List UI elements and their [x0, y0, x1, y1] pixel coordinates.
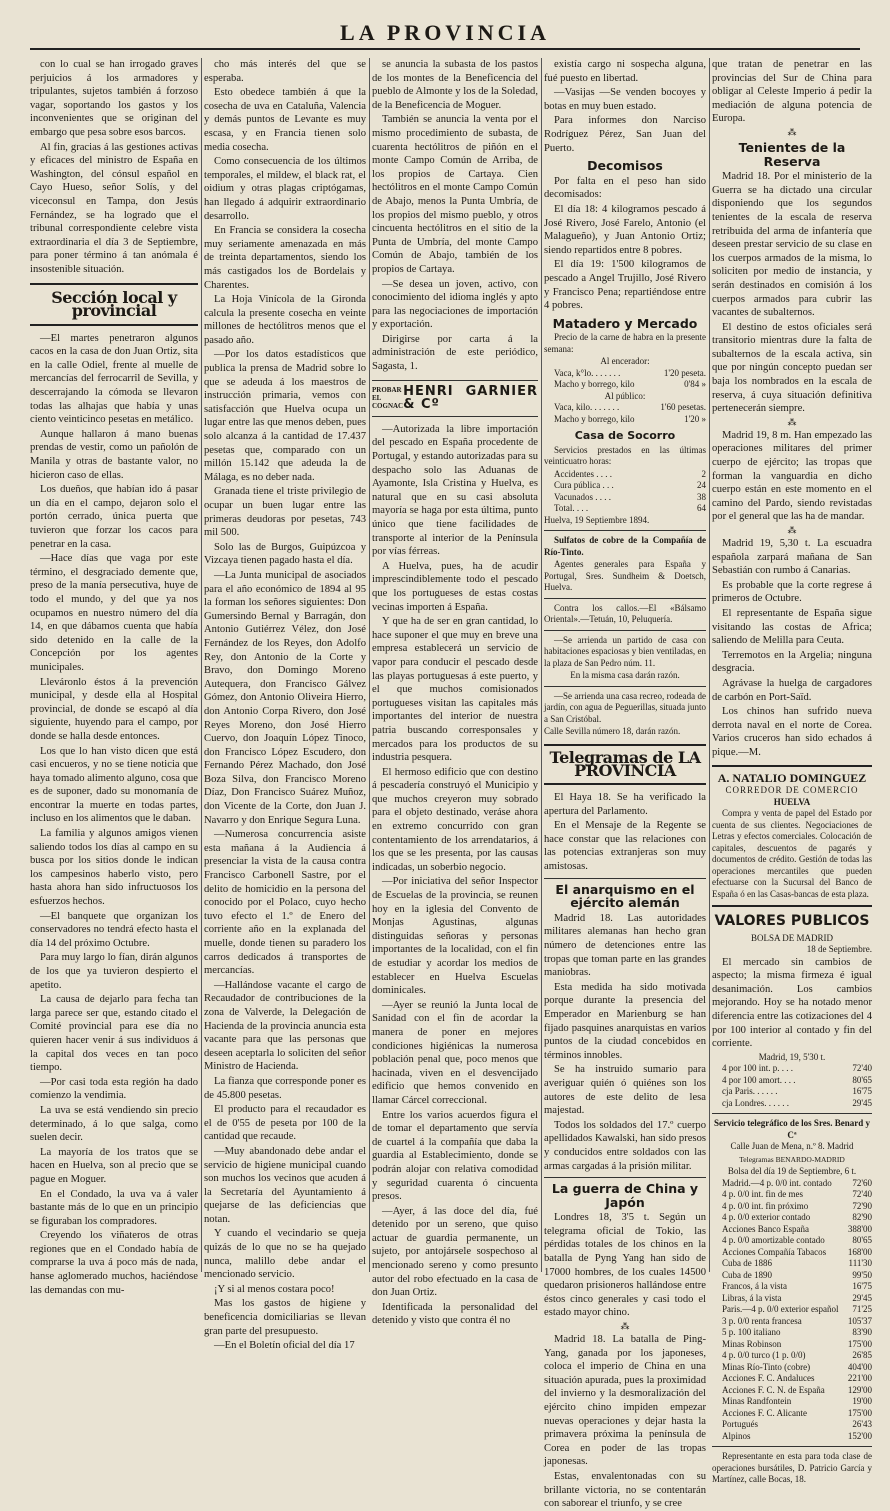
table-row: [712, 1431, 872, 1443]
row-label: Francos, á la vista: [722, 1281, 787, 1292]
stars-separator: ⁂: [620, 1321, 630, 1332]
china-continued: que tratan de penetrar en las provincias del Sur de China para obligar al Celeste Imperio á pedir la mediación de alguna potencia de Europa.: [712, 59, 872, 125]
row-value: 29'45: [852, 1097, 872, 1108]
divider: [544, 598, 706, 599]
divider: [544, 530, 706, 531]
col2-paragraphs: [204, 58, 366, 1353]
table-row: [712, 1270, 872, 1282]
row-value: 388'00: [847, 1223, 872, 1234]
haya-dispatch-2: En el Mensaje de la Regente se hace constar que las relaciones con las potencias extranjeras son muy amistosas.: [544, 820, 706, 873]
row-label: Minas Randfontein: [722, 1396, 792, 1407]
table-row: [544, 469, 706, 481]
bolsa-date: 18 de Septiembre.: [806, 944, 872, 955]
matadero-intro: Precio de la carne de habra en la presente semana:: [544, 332, 706, 354]
row-label: Libras, á la vista: [722, 1292, 782, 1303]
row-label: Macho y borrego, kilo: [554, 379, 635, 390]
row-value: 129'00: [847, 1384, 872, 1395]
paragraph: Por falta en el peso han sido decomisados:: [544, 175, 706, 201]
paragraph: Mas los gastos de higiene y beneficencia domiciliarias se llevan gran parte del presupuesto.: [204, 1298, 366, 1337]
row-value: 1'60 pesetas.: [660, 402, 706, 413]
row-value: 111'30: [848, 1258, 872, 1269]
row-value: 24: [697, 480, 706, 491]
col1-intro: [30, 58, 198, 277]
table-row: [712, 1385, 872, 1397]
paragraph: —Vasijas —Se venden bocoyes y botas en muy buen estado.: [544, 87, 706, 112]
socorro-heading: Casa de Socorro: [574, 429, 676, 443]
paragraph: —Autorizada la libre importación del pescado en España procedente de Portugal, y estando autorizadas para su despacho solo las Aduanas de Ayamonte, Isla Cristina y Huelva, es natural que en su casi absoluta mayoría se haga por esta última, punto único que tiene facilidades de transporte al interior de la Península por vías férreas.: [372, 423, 538, 558]
column-separator: [369, 58, 370, 1272]
telegramas-heading: Telegramas de LA PROVINCIA: [544, 744, 706, 785]
table-row: [712, 1258, 872, 1270]
decomisos-paragraphs: [544, 175, 706, 313]
table-row: [712, 1247, 872, 1259]
table-row: [712, 1362, 872, 1374]
divider: [544, 878, 706, 879]
paragraph: Identificada la personalidad del detenido y visto que contra él no: [372, 1301, 538, 1327]
table-row: [712, 1304, 872, 1316]
china-3: Estas, envalentonadas con su brillante victoria, no se contentarán con saborear el triunfo, y se cree: [544, 1470, 706, 1510]
table-row: [712, 1281, 872, 1293]
col3-paragraphs-a: [372, 58, 538, 374]
paragraph: Dirigirse por carta á la administración de este periódico, Sagasta, 1.: [372, 333, 538, 373]
paragraph: Los que lo han visto dicen que está casi encueros, y no se tiene noticia que haya tomado alimento alguno, cosa que es de suponer, dado su monomanía de encontrar la muerte en todas partes, incluso en los alimentos que le daban.: [30, 745, 198, 825]
row-value: 0'84 »: [684, 379, 706, 390]
paragraph: —Por casi toda esta región ha dado comienzo la vendimia.: [30, 1076, 198, 1102]
paragraph: A Huelva, pues, ha de acudir imprescindiblemente todo el pescado que los portugueses de estas costas vecinas importen á España.: [372, 560, 538, 613]
socorro-table: [544, 469, 706, 504]
row-label: Minas Robinson: [722, 1338, 782, 1349]
row-label: Madrid.—4 p. 0/0 int. contado: [722, 1177, 832, 1188]
row-label: Paris.—4 p. 0/0 exterior español: [722, 1304, 839, 1315]
madrid-quote-time: Madrid, 19, 5'30 t.: [758, 1051, 826, 1062]
paragraph: Al fin, gracias á las gestiones activas y eficaces del ministro de España en Washington, del cónsul español en Cayo Hueso, señor Solís, y del viceconsul en Tampa, don Jesús Fernández, se ha logrado que el tribunal correspondiente celebre vista extraordinaria el día 3 de Septiembre, para poner término á tan anómala é insostenible situación.: [30, 141, 198, 275]
paragraph: La fianza que corresponde poner es de 45.800 pesetas.: [204, 1075, 366, 1101]
madrid-19-b: Madrid 19, 5,30 t. La escuadra española zarpará mañana de San Sebastián con rumbo á Canarias.: [712, 538, 872, 577]
table-row: [544, 379, 706, 391]
valores-heading: VALORES PUBLICOS: [714, 913, 870, 930]
total-label: Total. . . .: [554, 503, 589, 514]
madrid-19-d: El representante de España sigue visitando las costas de Africa; saliendo de Melilla para Ceuta.: [712, 607, 872, 647]
paragraph: Y que ha de ser en gran cantidad, lo hace suponer el que muy en breve una empresa establecerá un servicio de vapor para conducir el pescado desde las playas portuguesas á este puerto, y el que muchos comisionados portugueses visitan las capitales más importantes del interior de nuestra patria buscando corresponsales y mercados para los productos de su industria pesquera.: [372, 616, 538, 764]
masthead: LA PROVINCIA: [340, 20, 550, 45]
tenientes-2: El destino de estos oficiales será transitorio mientras dure la falta de subalternos de la escala activa, sin que por ningún concepto puedan ser baja los nombrados en la escala de reserva, á cuya situación definitiva pertenecerán siempre.: [712, 321, 872, 415]
divider: [544, 1177, 706, 1178]
row-label: Acciones F. C. Andaluces: [722, 1373, 815, 1384]
precios-publico: [544, 402, 706, 425]
col4-paragraphs-a: [544, 58, 706, 155]
socorro-intro: Servicios prestados en las últimas veinticuatro horas:: [544, 444, 706, 467]
paragraph: La uva se está vendiendo sin precio determinado, á lo que salga, como suelen decir.: [30, 1104, 198, 1144]
china-2: Madrid 18. La batalla de Ping-Yang, ganada por los japoneses, coloca el imperio de China en una situación apurada, pues la proximidad del invierno y la desmoralización del ejército chino impiden empezar nuevas operaciones y dejar hasta la primavera próxima la península de Corea en poder de las tropas japonesas.: [544, 1334, 706, 1468]
row-label: Acciones Banco España: [722, 1223, 809, 1234]
row-value: 152'00: [847, 1430, 872, 1441]
row-label: 4 por 100 int. p. . . .: [722, 1063, 793, 1074]
row-label: Accidentes . . . .: [554, 468, 612, 479]
paragraph: Como consecuencia de los últimos temporales, el mildew, el black rat, el oidium y otras plagas criptógamas, han llegado á adquirir extraordinario desarrollo.: [204, 156, 366, 222]
paragraph: El producto para el recaudador es el de 0'55 de peseta por 100 de la cantidad que recaude.: [204, 1104, 366, 1143]
table-row: [544, 414, 706, 426]
bolsa-19: Bolsa del día 19 de Septiembre, 6 t.: [727, 1166, 857, 1177]
paragraph: Esto obedece también á que la cosecha de uva en Cataluña, Valencia y demás puntos de Levante es muy escasa, y en Francia tienen solo media cosecha.: [204, 87, 366, 153]
row-label: 3 p. 0/0 renta francesa: [722, 1315, 802, 1326]
paragraph: Granada tiene el triste privilegio de ocupar un buen lugar entre las primeras deudoras por pesetas, 743 mil 500.: [204, 486, 366, 539]
row-label: 4 p. 0/0 amortizable contado: [722, 1235, 825, 1246]
natalio-services: Compra y venta de papel del Estado por cuenta de sus clientes. Negociaciones de Letras y efectos comerciales. Colocación de capitales, descuentos de pagarés y documentos de crédito. Gestión de todas las operaciones mercantiles que pueden efectuarse con la Sucursal del Banco de España ó en las Casas-bancas de esta plaza.: [712, 808, 872, 899]
row-value: 16'75: [852, 1281, 872, 1292]
table-row: [712, 1373, 872, 1385]
row-value: 80'65: [852, 1074, 872, 1085]
anarquismo-1: Madrid 18. Las autoridades militares alemanas han hecho gran número de detenciones entre las tropas que toman parte en las grandes maniobras.: [544, 912, 706, 979]
table-row: [712, 1098, 872, 1110]
cognac-advert-label: PROBAR EL COGNAC: [372, 386, 404, 411]
paragraph: —El martes penetraron algunos cacos en la casa de don Juan Ortiz, sita en la calle Odiel, frente al muelle de mercancías del ferrocarril de Sevilla, y descerrajando la cómoda se llevaron todas las alhajas que había y unas ciento veinticinco pesetas en metálico.: [30, 332, 198, 426]
paragraph: —Numerosa concurrencia asiste esta mañana á la Audiencia á presenciar la vista de la causa contra Francisco Carbonell Sastre, por el delito de homicidio en la persona del conocido por el Polaco, cuyo hecho tuvo efecto el 1.º de Enero del corriente año en la explanada del muelle, donde tienen su paradero los carros dedicados á transportes de mercancías.: [204, 829, 366, 977]
row-value: 80'65: [852, 1235, 872, 1246]
row-label: Cura pública . . .: [554, 480, 614, 491]
quotes-table-b: [712, 1178, 872, 1443]
paragraph: Y cuando el vecindario se queja quizás de lo que no se ha quejado nunca, malillo debe andar el mencionado servicio.: [204, 1228, 366, 1281]
paragraph: La causa de dejarlo para fecha tan larga parece ser que, estando citado el Comité provincial para ese día no quieren hacer venir á sus individuos á la capital dos veces en tan poco tiempo.: [30, 994, 198, 1074]
divider: [544, 630, 706, 631]
row-label: Cuba de 1890: [722, 1269, 772, 1280]
row-value: 105'37: [847, 1315, 872, 1326]
row-label: 4 por 100 amort. . . .: [722, 1074, 796, 1085]
madrid-19-f: Agrávase la huelga de cargadores de carbón en Port-Saïd.: [712, 677, 872, 703]
anarquismo-heading: El anarquismo en el ejército alemán: [555, 881, 695, 911]
natalio-title: CORREDOR DE COMERCIO: [725, 785, 859, 796]
table-row: [712, 1224, 872, 1236]
tenientes-heading: Tenientes de la Reserva: [738, 139, 846, 169]
anarquismo-2: Esta medida ha sido motivada porque durante la presencia del Emperador en Marienburg se han fijado pasquines anarquistas en varios puntos de la ciudad concebidos en términos innobles.: [544, 981, 706, 1061]
anarquismo-4: Todos los soldados del 17.º cuerpo apellidados Kawalski, han sido presos y conducidos entre soldados con las armas cargadas á la prisión militar.: [544, 1119, 706, 1172]
paragraph: —Por los datos estadísticos que publica la prensa de Madrid sobre lo que se adeuda á los maestros de instrucción primaria, vemos con satisfacción que Huelva ocupa un lugar entre las que menos deben, pues solo alcanza á la cantidad de 17.437 pesetas que, comparado con un millón 15.142 que adeuda la de Málaga, es no deber nada.: [204, 349, 366, 483]
decomisos-heading: Decomisos: [587, 158, 663, 174]
arrienda-ad-1-note: En la misma casa darán razón.: [570, 670, 680, 681]
divider: [712, 765, 872, 767]
paragraph: —En el Boletín oficial del día 17: [214, 1340, 355, 1352]
row-value: 29'45: [852, 1292, 872, 1303]
paragraph: —Hace días que vaga por este término, el desgraciado demente que, preso de la manía persecutiva, huye de todo el mundo, y del que ya nos ocupamos en nuestro número del día 14, en que dábamos cuenta que había sido detenido en la calle de la Concepción por los agentes municipales.: [30, 553, 198, 673]
column-4: [544, 58, 706, 1510]
row-value: 1'20 »: [684, 413, 706, 424]
madrid-19-g: Los chinos han sufrido nueva derrota naval en el norte de Corea. Varios cruceros han sido echados á pique.—M.: [712, 706, 872, 758]
divider: [712, 1113, 872, 1114]
haya-dispatch: El Haya 18. Se ha verificado la apertura del Parlamento.: [544, 792, 706, 817]
table-row: [712, 1316, 872, 1328]
row-label: Acciones Compañía Tabacos: [722, 1246, 827, 1257]
representative-note: Representante en esta para toda clase de operaciones bursátiles, D. Patricio García y Martínez, calle Bocas, 18.: [712, 1451, 872, 1485]
servicio-telegram: Telegramas BENARDO-MADRID: [739, 1154, 845, 1164]
paragraph: con lo cual se han irrogado graves perjuicios á los armadores y tripulantes, sujetos también á forzoso vagar, soportando los gastos y los inconvenientes que se originan del embargo que pesa sobre esos barcos.: [30, 59, 198, 138]
madrid-19-e: Terremotos en la Argelia; ninguna desgracia.: [712, 649, 872, 675]
table-row: [712, 1063, 872, 1075]
table-row: [712, 1178, 872, 1190]
divider: [544, 686, 706, 687]
column-separator: [541, 58, 542, 1272]
row-label: Acciones F. C. N. de España: [722, 1384, 825, 1395]
row-value: 26'43: [852, 1419, 872, 1430]
tenientes-1: Madrid 18. Por el ministerio de la Guerra se ha dictado una circular disponiendo que los segundos tenientes de la escala de reserva retribuida del arma de infantería que deseen prestar servicio de su clase en los cuerpos armados de la misma, lo soliciten por medio de instancia, y serán destinados en comisión á los cuerpos armados para cubrir las vacantes de subalternos.: [712, 171, 872, 319]
table-row: [544, 402, 706, 414]
paragraph: Los dueños, que habían ido á pasar un día en el campo, dejaron solo el portón cerrado, única puerta que tuvieron que forzar los cacos para penetrar en la casa.: [30, 484, 198, 550]
anarquismo-3: Se ha instruido sumario para averiguar quién ó quiénes son los autores de este delito de lesa majestad.: [544, 1064, 706, 1117]
row-value: 175'00: [847, 1338, 872, 1349]
sulfatos-agents: Agentes generales para España y Portugal, Sres. Sundheim & Doetsch, Huelva.: [544, 559, 706, 593]
paragraph: —Ayer se reunió la Junta local de Sanidad con el fin de acordar la manera de poner en mejores condiciones higiénicas la numerosa población penal que, poco menos que hacinada, viven en el desvencijado edificio que hemos convenido en llamar Cárcel correccional.: [372, 999, 538, 1106]
row-value: 404'00: [847, 1361, 872, 1372]
stars-separator: ⁂: [787, 126, 797, 137]
paragraph: El día 18: 4 kilogramos pescado á José Rivero, José Farelo, Antonio (el Malagueño), y Juan Antonio Ortiz; siendo repartidos entre 8 pobres.: [544, 203, 706, 256]
bolsa-text: El mercado sin cambios de aspecto; la misma firmeza é igual desanimación. Los cambios mejorando. Hoy se ha notado menor diferencia entre las cotizaciones del 4 por 100 interior al contado y fin del corriente.: [712, 956, 872, 1050]
column-separator: [201, 58, 202, 1272]
cognac-advert-brand: HENRI GARNIER & Cº: [403, 383, 538, 413]
arrienda-ad-1: —Se arrienda un partido de casa con habitaciones espaciosas y bien ventiladas, en la plaza de San Pedro núm. 11.: [544, 634, 706, 668]
natalio-name: A. NATALIO DOMINGUEZ: [717, 770, 867, 785]
table-row: [712, 1189, 872, 1201]
paragraph: El día 19: 1'500 kilogramos de pescado a Angel Trujillo, José Rivero y Francisco Pena; repartiéndose entre 4 pobres.: [544, 259, 706, 312]
table-row: [712, 1212, 872, 1224]
paragraph: —Por iniciativa del señor Inspector de Escuelas de la provincia, se reunen hoy en la iglesia del Convento de Monjas Agustinas, algunas distinguidas señoras y personas importantes de la localidad, con el fin de estudiar y acordar los medios de establecer en Huelva Escuelas dominicales.: [372, 876, 538, 997]
paragraph: Entre los varios acuerdos figura el de tomar el departamento que servía de cuartel á la compañía que daba la guardia al Establecimiento, donde se podrán alojar con relativa comodidad y seguridad cuarenta ó cincuenta presos.: [372, 1109, 538, 1203]
column-5: [712, 58, 872, 1485]
col1-paragraphs: [30, 332, 198, 1298]
paragraph: La mayoría de los tratos que se hacen en Huelva, son al precio que se pague en Moguer.: [30, 1146, 198, 1185]
table-row: [712, 1293, 872, 1305]
row-label: Macho y borrego, kilo: [554, 413, 635, 424]
paragraph: Lleváronlo éstos á la prevención municipal, y desde ella al Hospital provincial, de donde se escapó al día siguiente, huyendo para el campo, por donde se halla desde entonces.: [30, 676, 198, 742]
quotes-table-a: [712, 1063, 872, 1109]
china-heading: La guerra de China y Japón: [551, 1181, 699, 1210]
table-row: [544, 368, 706, 380]
paragraph: Aunque hallaron á mano buenas prendas de vestir, como un pañolón de Manila y otras de bastante valor, no hicieron caso de ellas.: [30, 428, 198, 481]
row-value: 72'90: [852, 1200, 872, 1211]
madrid-19-a: Madrid 19, 8 m. Han empezado las operaciones militares del primer cuerpo de ejército; las tropas que forman la vanguardia en dicho cuerpo están en este momento en el camino del Pardo, siendo revistadas por el general que las ha de mandar.: [712, 429, 872, 523]
table-row: [544, 480, 706, 492]
madrid-19-c: Es probable que la corte regrese á primeros de Octubre.: [712, 579, 872, 605]
row-value: 2: [701, 468, 706, 479]
paragraph: —Ayer, á las doce del día, fué detenido por un sereno, que quiso actuar de guardia permanente, un sujeto, por antojársele sospechoso al mencionado sereno y como presunto autor del robo efectuado en la casa de don Juan Ortiz.: [372, 1205, 538, 1299]
table-row: [712, 1075, 872, 1087]
section-title-local: Sección local y provincial: [30, 283, 198, 326]
row-value: 72'60: [852, 1177, 872, 1188]
paragraph: —Muy abandonado debe andar el servicio de higiene municipal cuando son muchos los vecinos que acuden á la Secretaría del Ayuntamiento á quejarse de las deficiencias que notan.: [204, 1145, 366, 1225]
paragraph: —El banquete que organizan los conservadores no tendrá efecto hasta el día 14 del próximo Octubre.: [30, 910, 198, 949]
row-value: 16'75: [852, 1086, 872, 1097]
row-value: 83'90: [852, 1327, 872, 1338]
row-label: Vaca, k°lo. . . . . . .: [554, 367, 621, 378]
row-label: Portugués: [722, 1419, 758, 1430]
row-label: cja Paris. . . . . .: [722, 1086, 778, 1097]
paragraph: La familia y algunos amigos vienen saliendo todos los días al campo en su busca por los sitios donde le indican los campesinos haberlo visto, pero hasta ahora han sido infructuosos los esfuerzos hechos.: [30, 828, 198, 908]
paragraph: —Hallándose vacante el cargo de Recaudador de contribuciones de la zona de Valverde, la Delegación de Hacienda de la provincia anuncia esta vacante para que las personas que deseen aceptarla lo soliciten del señor Ministro de Hacienda.: [204, 979, 366, 1073]
stars-separator: ⁂: [787, 416, 797, 427]
table-row: [712, 1396, 872, 1408]
table-row: [712, 1350, 872, 1362]
column-separator: [709, 58, 710, 1272]
stars-separator: ⁂: [787, 525, 797, 535]
divider: [712, 1446, 872, 1447]
row-value: 72'40: [852, 1063, 872, 1074]
row-label: Alpinos: [722, 1430, 751, 1441]
paragraph: se anuncia la subasta de los pastos de los montes de la Beneficencia del pueblo de Almonte y los de la Soledad, de la Beneficencia de Moguer.: [372, 59, 538, 111]
paragraph: También se anuncia la venta por el mismo procedimiento de subasta, de cuarenta hectólitros de piñón en el monte Campo Común de Arriba, de los propios de Cartaya. Cien hectólitros en el monte Campo Común de Abajo, menos la Punta Umbría, de los propios del mismo pueblo, y otros cincuenta hectólitros en el sitio de la Punta de Umbría, del monte Campo Común de Abajo, también de los propios de Cartaya.: [372, 114, 538, 275]
row-value: 1'20 peseta.: [663, 367, 706, 378]
paragraph: Creyendo los viñateros de otras regiones que en el Condado había de comprarse la uva á poco más de nada, hanse aglomerado muchos, haciéndose las demandas con mu-: [30, 1230, 198, 1296]
paragraph: El hermoso edificio que con destino á pescadería construyó el Municipio y que muchos creyeron muy sobrado para el objeto destinado, veráse ahora en extremo concurrido con gran contentamiento de los arrendatarios, á los que se les presenta, por las causas indicadas, un soberbio negocio.: [372, 766, 538, 873]
row-label: Minas Río-Tinto (cobre): [722, 1361, 811, 1372]
row-label: 4 p. 0/0 int. fin de mes: [722, 1189, 803, 1200]
row-label: 4 p. 0/0 int. fin próximo: [722, 1200, 809, 1211]
row-label: Vaca, kilo. . . . . . .: [554, 402, 620, 413]
paragraph: Para muy largo lo fían, dirán algunos de los que ya tuvieron despierto el apetito.: [30, 952, 198, 991]
row-label: cja Londres. . . . . .: [722, 1097, 789, 1108]
paragraph: —La Junta municipal de asociados para el año económico de 1894 al 95 la forman los señores siguientes: Don Gumersindo Bernal y Barragán, don Antonio Gutiérrez Vélez, don José Fernández de los Reyes, don Adolfo Rey, don Antonio de la Corte y Bravo, don Domingo Moreno Autequera, don Francisco Gálvez Gómez, don Antonio Oliveira Hierro, don Antonio Corpa Rivero, don José Reyes Moreno, don José Hierro Cuervo, don Joaquín López Tinoco, don Francisco López Escudero, don Fernando Pérez Machado, don José Boza Silva, don Francisco Moreno Díaz, Don Francisco Suárez Muñoz, don Vicente de la Corte, don Juan J. Navarro y don Enrique Segura Luna.: [204, 569, 366, 826]
table-row: [712, 1201, 872, 1213]
paragraph: Para informes don Narciso Rodríguez Pérez, San Juan del Puerto.: [544, 115, 706, 154]
row-label: 4 p. 0/0 turco (1 p. 0/0): [722, 1350, 806, 1361]
column-2: [204, 58, 366, 1352]
paragraph: cho más interés del que se esperaba.: [204, 59, 366, 84]
col3-paragraphs-b: [372, 423, 538, 1328]
matadero-heading: Matadero y Mercado: [552, 315, 698, 331]
column-1: [30, 58, 198, 1296]
row-value: 26'85: [852, 1350, 872, 1361]
table-row: [712, 1086, 872, 1098]
al-encerador-label: Al encerador:: [600, 356, 650, 367]
table-row: [712, 1419, 872, 1431]
paragraph: existía cargo ni sospecha alguna, fué puesto en libertad.: [544, 59, 706, 84]
row-label: 5 p. 100 italiano: [722, 1327, 781, 1338]
row-value: 82'90: [852, 1212, 872, 1223]
paragraph: ¡Y si al menos costara poco!: [214, 1283, 335, 1295]
row-label: 4 p. 0/0 exterior contado: [722, 1212, 811, 1223]
al-publico-label: Al público:: [604, 390, 646, 401]
row-value: 19'00: [852, 1396, 872, 1407]
table-row: [712, 1339, 872, 1351]
report-date: Huelva, 19 Septiembre 1894.: [544, 514, 650, 525]
row-value: 168'00: [847, 1246, 872, 1257]
cognac-advert: [372, 380, 538, 417]
precios-encerador: [544, 368, 706, 391]
table-row: [712, 1327, 872, 1339]
row-value: 38: [697, 491, 706, 502]
servicio-address: Calle Juan de Mena, n.º 8. Madrid: [730, 1141, 854, 1152]
callos-ad: Contra los callos.—El «Bálsamo Oriental».—Tetuán, 10, Peluquería.: [544, 602, 706, 625]
china-1: Londres 18, 3'5 t. Según un telegrama oficial de Tokio, las pérdidas totales de los chinos en la batalla de Pyng Yang han sido de 17000 hombres, de los cuales 14500 quedaron prisioneros hallándose entre éstos cinco generales y casi todo el estado mayor chino.: [544, 1212, 706, 1319]
paragraph: —Se desea un joven, activo, con conocimiento del idioma inglés y apto para las negociaciones de importación y exportación.: [372, 278, 538, 331]
row-label: Cuba de 1886: [722, 1258, 772, 1269]
table-row: [712, 1408, 872, 1420]
row-label: Acciones F. C. Alicante: [722, 1407, 808, 1418]
paragraph: En el Condado, la uva va á valer bastante más de lo que en un principio se figuraban los compradores.: [30, 1188, 198, 1227]
servicio-heading: Servicio telegráfico de los Sres. Benard y Cª: [713, 1118, 871, 1140]
table-row: [712, 1235, 872, 1247]
divider: [712, 905, 872, 907]
arrienda-ad-2-note: Calle Sevilla número 18, darán razón.: [544, 726, 681, 737]
column-3: [372, 58, 538, 1327]
row-label: Vacunados . . . .: [554, 491, 611, 502]
total-value: 64: [697, 503, 706, 514]
row-value: 221'00: [847, 1373, 872, 1384]
paragraph: La Hoja Vinícola de la Gironda calcula la presente cosecha en veinte millones de hectólitros menos que el pasado año.: [204, 294, 366, 346]
paragraph: En Francia se considera la cosecha muy seriamente amenazada en más de treinta departamentos, siendo los más castigados los de Bordelais y Charentes.: [204, 225, 366, 291]
row-value: 99'50: [852, 1269, 872, 1280]
top-rule: [30, 48, 860, 50]
paragraph: Solo las de Burgos, Guipúzcoa y Vizcaya tienen pagado hasta el día.: [204, 541, 366, 567]
row-value: 175'00: [847, 1407, 872, 1418]
bolsa-madrid: BOLSA DE MADRID: [750, 932, 833, 943]
sulfatos-ad: Sulfatos de cobre de la Compañía de Río-Tinto.: [544, 535, 706, 557]
natalio-city: HUELVA: [773, 796, 811, 807]
row-value: 71'25: [852, 1304, 872, 1315]
socorro-total: [544, 503, 706, 515]
row-value: 72'40: [852, 1189, 872, 1200]
table-row: [544, 492, 706, 504]
arrienda-ad-2: —Se arrienda una casa recreo, rodeada de jardín, con agua de Peguerillas, situada junto a San Cristóbal.: [544, 690, 706, 724]
